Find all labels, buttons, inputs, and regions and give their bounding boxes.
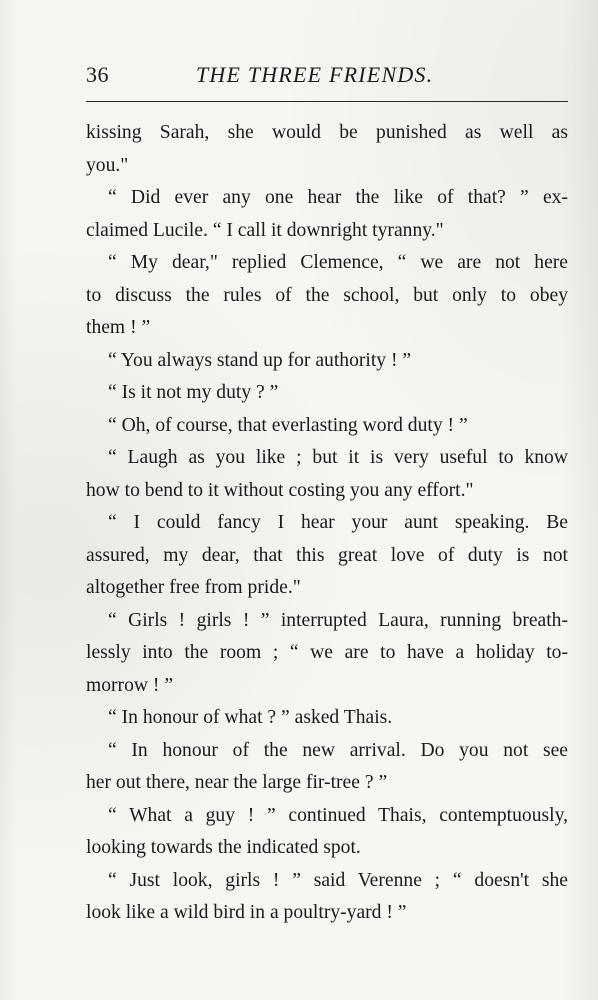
text-line: claimed Lucile. “ I call it downright tyranny." [86,219,444,241]
text-line: lessly into the room ; “ we are to have a holiday to- [86,642,568,663]
text-line: “ You always stand up for authority ! ” [108,349,412,371]
text-line: “ Did ever any one hear the like of that? ” ex- [108,187,568,208]
text-line: morrow ! ” [86,674,174,696]
text-line: her out there, near the large fir-tree ? ” [86,772,388,793]
text-line: how to bend to it without costing you any effort." [86,479,474,501]
text-line: “ In honour of what ? ” asked Thais. [108,707,393,728]
text-line: assured, my dear, that this great love of duty is not [86,544,568,566]
text-line: altogether free from pride." [86,577,301,598]
text-line: “ I could fancy I hear your aunt speaking. Be [108,512,568,533]
body-text [86,117,568,930]
text-line: looking towards the indicated spot. [86,837,361,858]
text-line: “ Is it not my duty ? ” [108,382,279,403]
running-title: THE THREE FRIENDS. [196,62,434,87]
text-line: kissing Sarah, she would be punished as well as [86,122,568,143]
text-line: look like a wild bird in a poultry-yard ! ” [86,902,407,923]
text-line: “ Oh, of course, that everlasting word duty ! ” [108,414,468,436]
text-line: “ Just look, girls ! ” said Verenne ; “ doesn't she [108,869,568,891]
text-line: “ Girls ! girls ! ” interrupted Laura, running breath- [108,609,568,631]
page-number: 36 [86,62,109,87]
text-line: “ What a guy ! ” continued Thais, contemptuously, [108,804,568,826]
text-line: to discuss the rules of the school, but only to obey [86,284,568,306]
text-line: them ! ” [86,317,151,338]
text-line: “ My dear," replied Clemence, “ we are not here [108,252,568,273]
page-header [86,60,568,94]
text-line: you." [86,154,129,176]
text-line: “ In honour of the new arrival. Do you not see [108,739,568,761]
text-line: “ Laugh as you like ; but it is very useful to know [108,447,568,468]
header-rule [86,101,568,102]
